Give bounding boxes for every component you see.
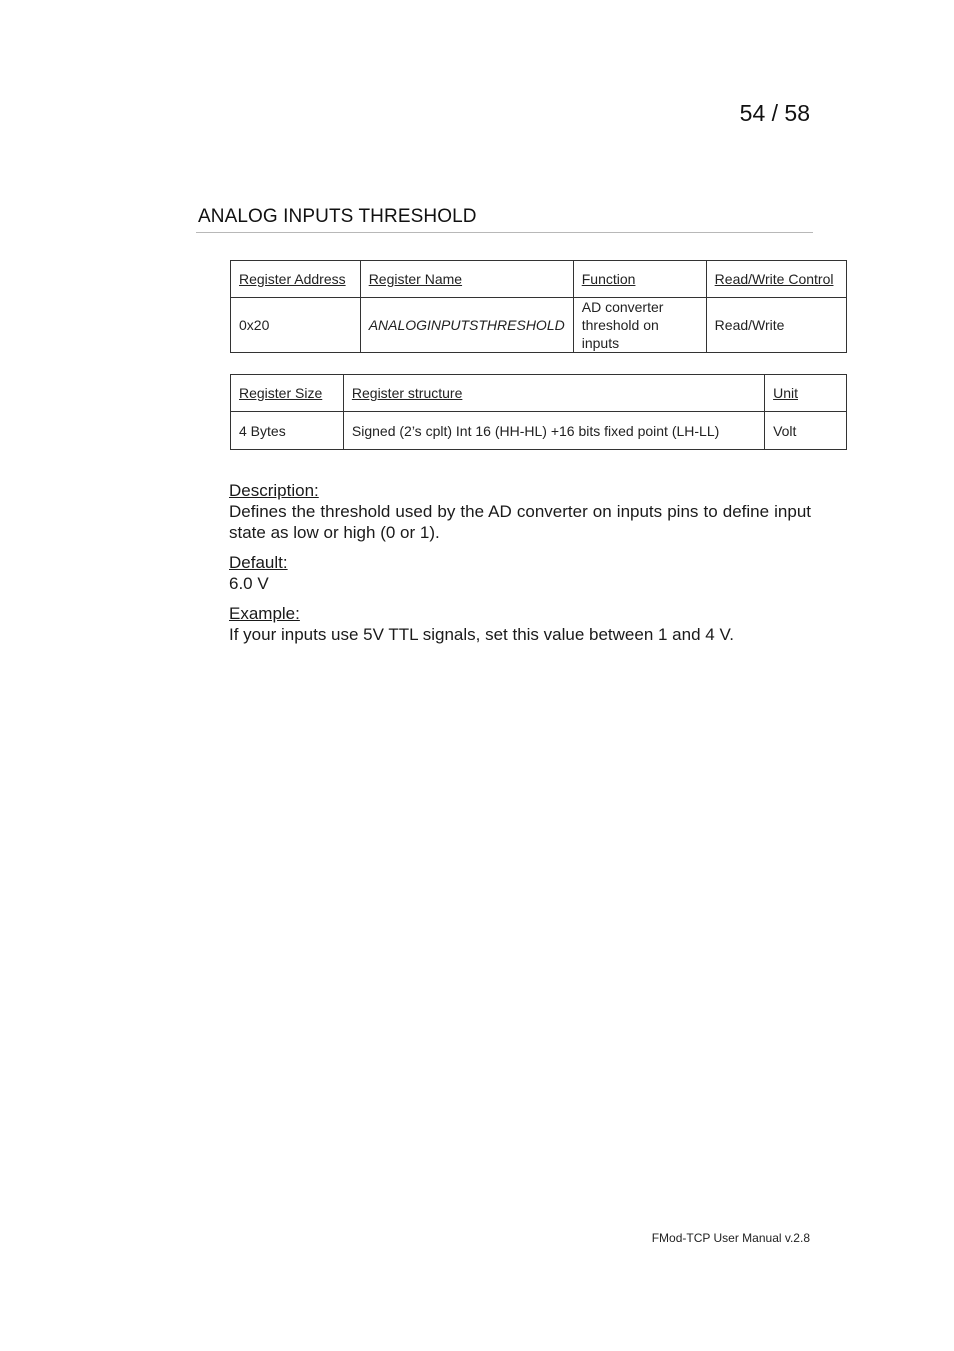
table-row bbox=[231, 412, 847, 450]
page-number: 54 / 58 bbox=[739, 100, 810, 126]
table-header-row bbox=[231, 375, 847, 412]
cell-function: AD converter threshold on inputs bbox=[573, 298, 706, 353]
description-text: Defines the threshold used by the AD converter on inputs pins to define input state as low or high (0 or 1). bbox=[229, 502, 811, 542]
example-text: If your inputs use 5V TTL signals, set this value between 1 and 4 V. bbox=[229, 625, 734, 644]
header-read-write-control: Read/Write Control bbox=[706, 261, 846, 298]
header-register-address: Register Address bbox=[231, 261, 361, 298]
example-heading: Example: bbox=[229, 604, 300, 623]
description-block bbox=[229, 480, 811, 654]
footer-manual-version: FMod-TCP User Manual v.2.8 bbox=[651, 1231, 810, 1245]
cell-register-structure: Signed (2’s cplt) Int 16 (HH-HL) +16 bits fixed point (LH-LL) bbox=[343, 412, 764, 450]
section-title: ANALOG INPUTS THRESHOLD bbox=[198, 206, 477, 227]
header-unit: Unit bbox=[765, 375, 847, 412]
cell-read-write-control: Read/Write bbox=[706, 298, 846, 353]
structure-table bbox=[230, 374, 847, 450]
header-register-size: Register Size bbox=[231, 375, 344, 412]
title-divider bbox=[196, 232, 813, 233]
cell-register-address: 0x20 bbox=[231, 298, 361, 353]
cell-unit: Volt bbox=[765, 412, 847, 450]
table-header-row bbox=[231, 261, 847, 298]
header-register-name: Register Name bbox=[360, 261, 573, 298]
default-heading: Default: bbox=[229, 553, 288, 572]
table-row bbox=[231, 298, 847, 353]
cell-register-name: ANALOGINPUTSTHRESHOLD bbox=[360, 298, 573, 353]
default-value: 6.0 V bbox=[229, 574, 269, 593]
header-function: Function bbox=[573, 261, 706, 298]
cell-register-size: 4 Bytes bbox=[231, 412, 344, 450]
register-table bbox=[230, 260, 847, 353]
header-register-structure: Register structure bbox=[343, 375, 764, 412]
description-heading: Description: bbox=[229, 481, 319, 500]
